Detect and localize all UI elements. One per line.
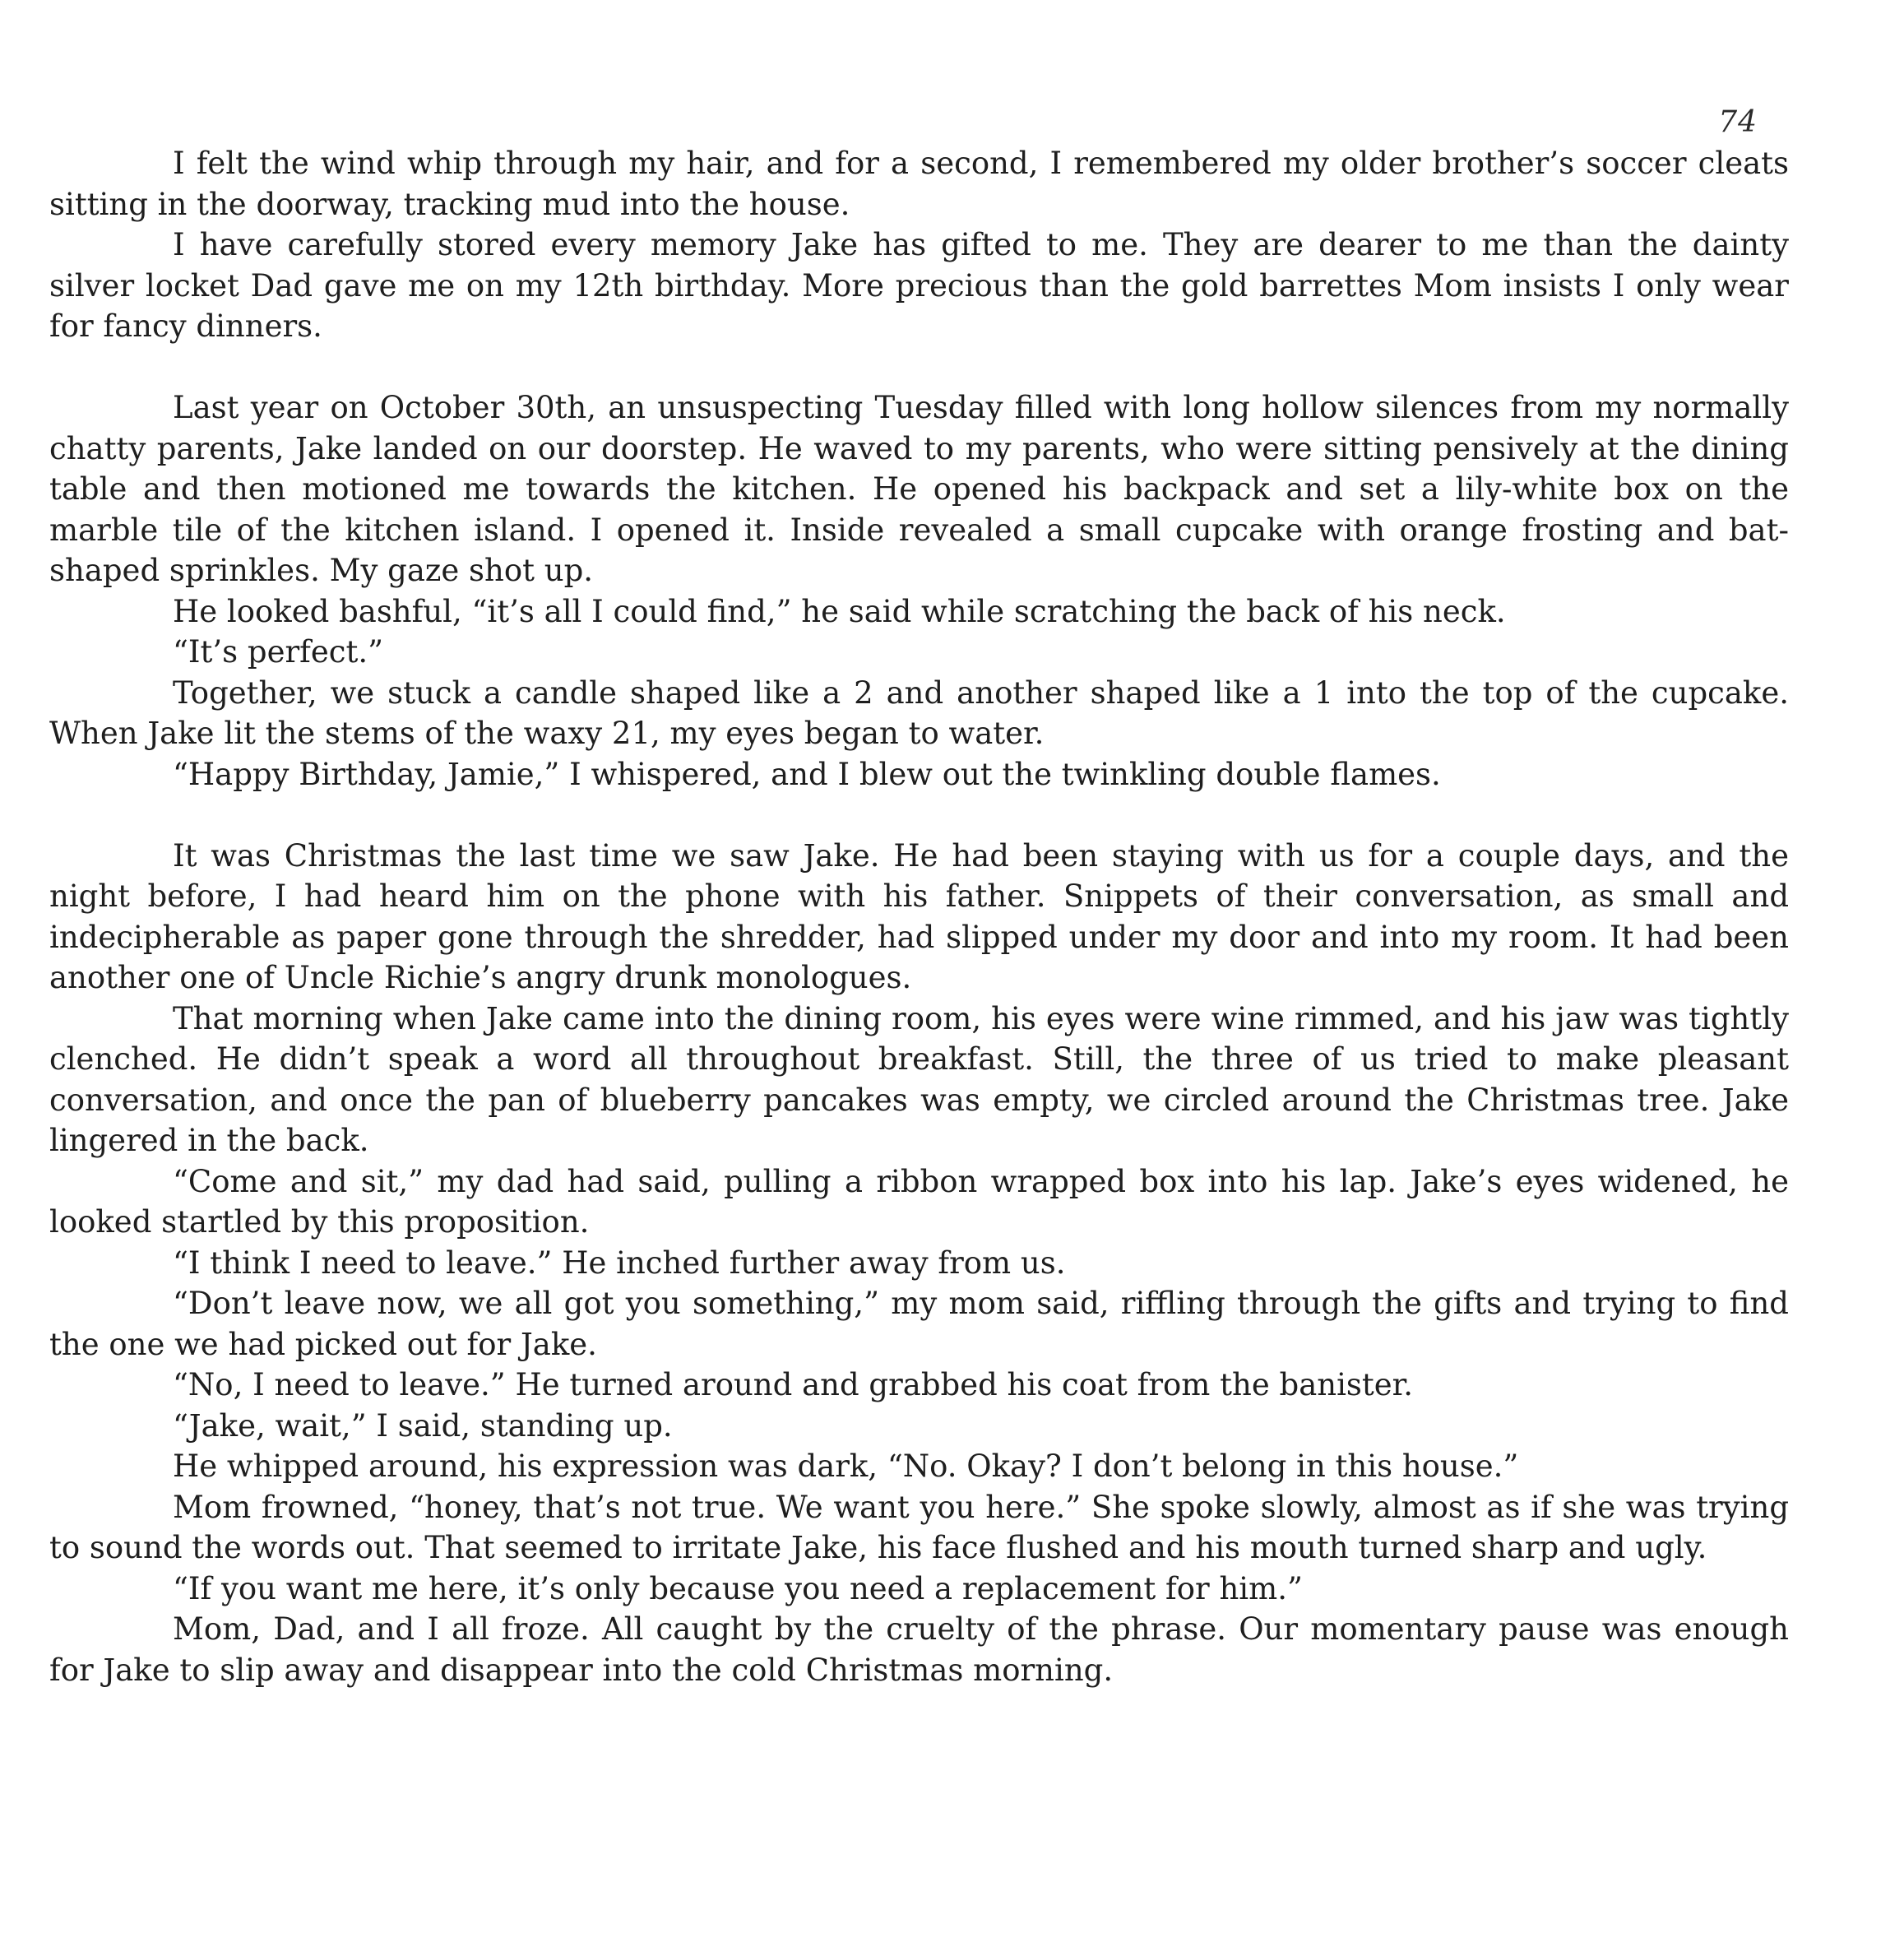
paragraph: Mom frowned, “honey, that’s not true. We want you here.” She spoke slowly, almost as if she was trying to sound the words out. That seemed to irritate Jake, his face flushed and his mouth turned sharp and ugly. — [49, 1489, 1789, 1565]
paragraph: “If you want me here, it’s only because you need a replacement for him.” — [173, 1570, 1303, 1606]
paragraph: He looked bashful, “it’s all I could find,” he said while scratching the back of his neck. — [173, 593, 1506, 629]
paragraph: “Come and sit,” my dad had said, pulling a ribbon wrapped box into his lap. Jake’s eyes widened, he looked startled by this proposition. — [49, 1163, 1789, 1240]
paragraph: I have carefully stored every memory Jake has gifted to me. They are dearer to me than the dainty silver locket Dad gave me on my 12th birthday. More precious than the gold barrettes Mom insists I only wear for fancy dinners. — [49, 227, 1789, 344]
paragraph: “It’s perfect.” — [173, 634, 384, 670]
paragraph: That morning when Jake came into the dining room, his eyes were wine rimmed, and his jaw was tightly clenched. He didn’t speak a word all throughout breakfast. Still, the three of us tried to make pleasant conversation, and once the pan of blueberry pancakes was empty, we circled around the Christmas tree. Jake lingered in the back. — [49, 1000, 1789, 1158]
page-number: 74 — [1718, 105, 1758, 139]
paragraph: It was Christmas the last time we saw Jake. He had been staying with us for a couple days, and the night before, I had heard him on the phone with his father. Snippets of their conversation, as small and indecipherable as paper gone through the shredder, had slipped under my door and into my room. It had been another one of Uncle Richie’s angry drunk monologues. — [49, 837, 1789, 995]
paragraph: “Happy Birthday, Jamie,” I whispered, and I blew out the twinkling double flames. — [173, 756, 1441, 792]
story-text — [49, 143, 1789, 1690]
paragraph: Last year on October 30th, an unsuspecting Tuesday filled with long hollow silences from my normally chatty parents, Jake landed on our doorstep. He waved to my parents, who were sitting pensively at the dining table and then motioned me towards the kitchen. He opened his backpack and set a lily-white box on the marble tile of the kitchen island. I opened it. Inside revealed a small cupcake with orange frosting and bat-shaped sprinkles. My gaze shot up. — [49, 390, 1789, 588]
paragraph: I felt the wind whip through my hair, and for a second, I remembered my older brother’s soccer cleats sitting in the doorway, tracking mud into the house. — [49, 146, 1789, 222]
paragraph: “Don’t leave now, we all got you something,” my mom said, riffling through the gifts and trying to find the one we had picked out for Jake. — [49, 1286, 1789, 1362]
paragraph: He whipped around, his expression was dark, “No. Okay? I don’t belong in this house.” — [173, 1448, 1519, 1484]
paragraph: “I think I need to leave.” He inched further away from us. — [173, 1245, 1066, 1281]
paragraph: Together, we stuck a candle shaped like a 2 and another shaped like a 1 into the top of the cupcake. When Jake lit the stems of the waxy 21, my eyes began to water. — [49, 674, 1789, 751]
paragraph: “No, I need to leave.” He turned around and grabbed his coat from the banister. — [173, 1367, 1414, 1402]
paragraph: “Jake, wait,” I said, standing up. — [173, 1407, 673, 1444]
paragraph: Mom, Dad, and I all froze. All caught by the cruelty of the phrase. Our momentary pause was enough for Jake to slip away and disappear into the cold Christmas morning. — [49, 1611, 1789, 1688]
